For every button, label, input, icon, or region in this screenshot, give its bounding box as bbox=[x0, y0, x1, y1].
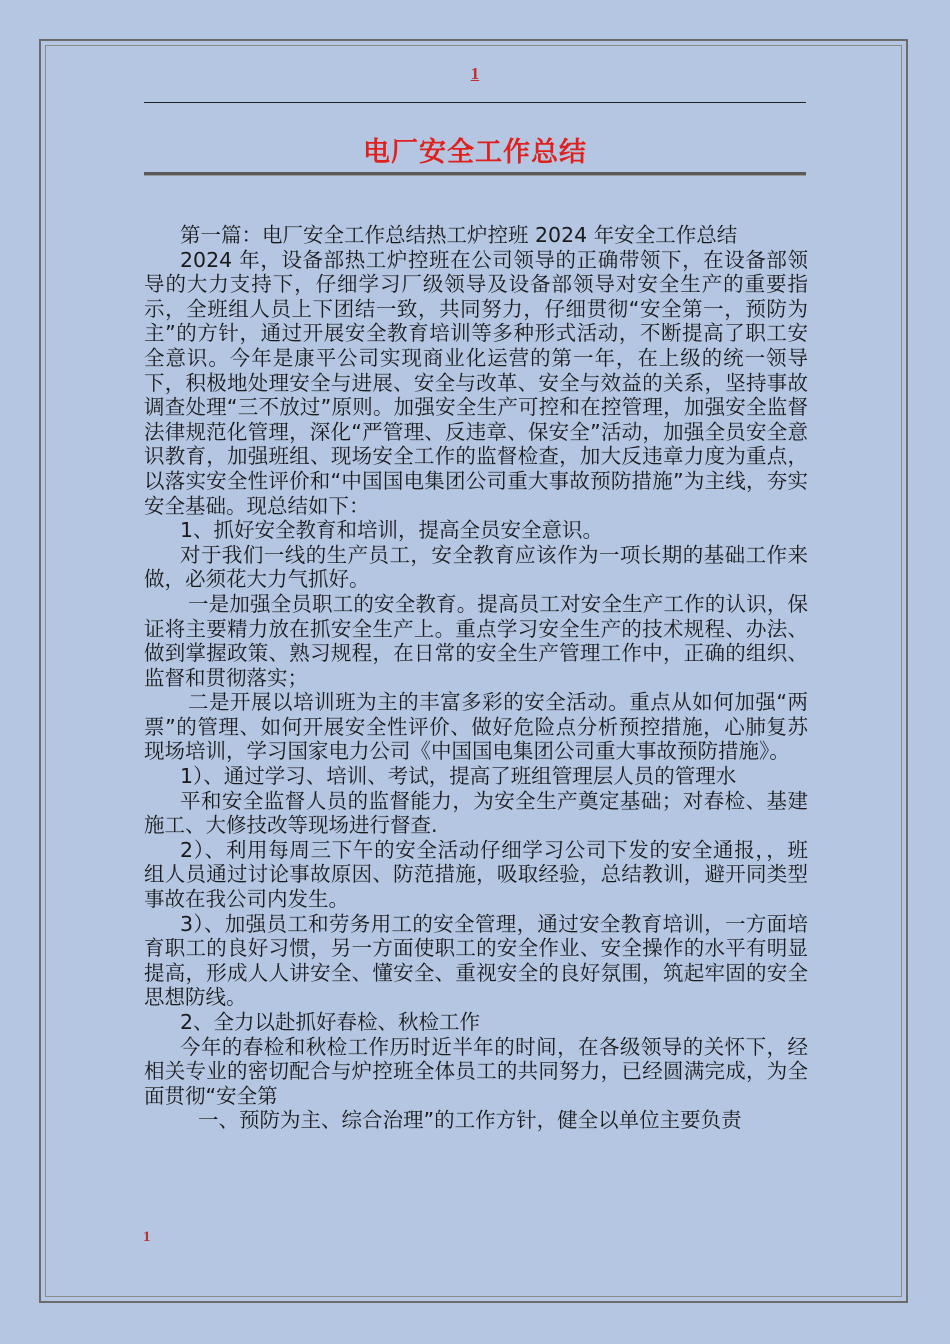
paragraph: 二是开展以培训班为主的丰富多彩的安全活动。重点从如何加强“两票”的管理、如何开展安全性评价、做好危险点分析预控措施，心肺复苏现场培训，学习国家电力公司《中国国电集团公司重大事故预防措施》。 bbox=[144, 690, 808, 764]
paragraph: 平和安全监督人员的监督能力，为安全生产奠定基础；对春检、基建施工、大修技改等现场进行督查. bbox=[144, 788, 808, 838]
paragraph: 2）、利用每周三下午的安全活动仔细学习公司下发的安全通报，，班组人员通过讨论事故原因、防范措施，吸取经验，总结教训，避开同类型事故在我公司内发生。 bbox=[144, 837, 808, 912]
paragraph: 今年的春检和秋检工作历时近半年的时间，在各级领导的关怀下，经相关专业的密切配合与炉控班全体员工的共同努力，已经圆满完成，为全面贯彻“安全第 bbox=[144, 1034, 808, 1108]
paragraph: 2、全力以赴抓好春检、秋检工作 bbox=[180, 1010, 481, 1034]
paragraph: 2024 年，设备部热工炉控班在公司领导的正确带领下，在设备部领导的大力支持下，仔细学习厂级领导及设备部领导对安全生产的重要指示，全班组人员上下团结一致，共同努力，仔细贯彻“安全第一，预防为主”的方针，通过开展安全教育培训等多种形式活动，不断提高了职工安全意识。今年是康平公司实现商业化运营的第一年，在上级的统一领导下，积极地处理安全与进展、安全与改革、安全与效益的关系，坚持事故调查处理“三不放过”原则。加强安全生产可控和在控管理，加强安全监督法律规范化管理，深化“严管理、反违章、保安全”活动，加强全员安全意识教育，加强班组、现场安全工作的监督检查，加大反违章力度为重点，以落实安全性评价和“中国国电集团公司重大事故预防措施”为主线，夯实安全基础。现总结如下： bbox=[144, 247, 808, 518]
paragraph: 1、抓好安全教育和培训，提高全员安全意识。 bbox=[180, 518, 604, 543]
header-divider bbox=[144, 102, 806, 103]
paragraph: 对于我们一线的生产员工，安全教育应该作为一项长期的基础工作来做，必须花大力气抓好。 bbox=[144, 542, 808, 592]
footer-page-number: 1 bbox=[143, 1229, 151, 1245]
paragraph: 第一篇：电厂安全工作总结热工炉控班 2024 年安全工作总结 bbox=[180, 223, 738, 247]
paragraph: 3）、加强员工和劳务用工的安全管理，通过安全教育培训，一方面培育职工的良好习惯，另一方面使职工的安全作业、安全操作的水平有明显提高，形成人人讲安全、懂安全、重视安全的良好氛围，筑起牢固的安全思想防线。 bbox=[144, 911, 808, 1010]
paragraph: 一是加强全员职工的安全教育。提高员工对安全生产工作的认识，保证将主要精力放在抓安全生产上。重点学习安全生产的技术规程、办法、做到掌握政策、熟习规程，在日常的安全生产管理工作中，正确的组织、监督和贯彻落实； bbox=[144, 591, 808, 690]
header-page-number: 1 bbox=[470, 64, 480, 83]
paragraph: 一、预防为主、综合治理”的工作方针，健全以单位主要负责 bbox=[198, 1108, 742, 1133]
document-body bbox=[144, 223, 808, 1133]
paragraph: 1）、通过学习、培训、考试，提高了班组管理层人员的管理水 bbox=[180, 764, 737, 789]
title-divider bbox=[144, 172, 806, 175]
document-title: 电厂安全工作总结 bbox=[363, 137, 587, 168]
